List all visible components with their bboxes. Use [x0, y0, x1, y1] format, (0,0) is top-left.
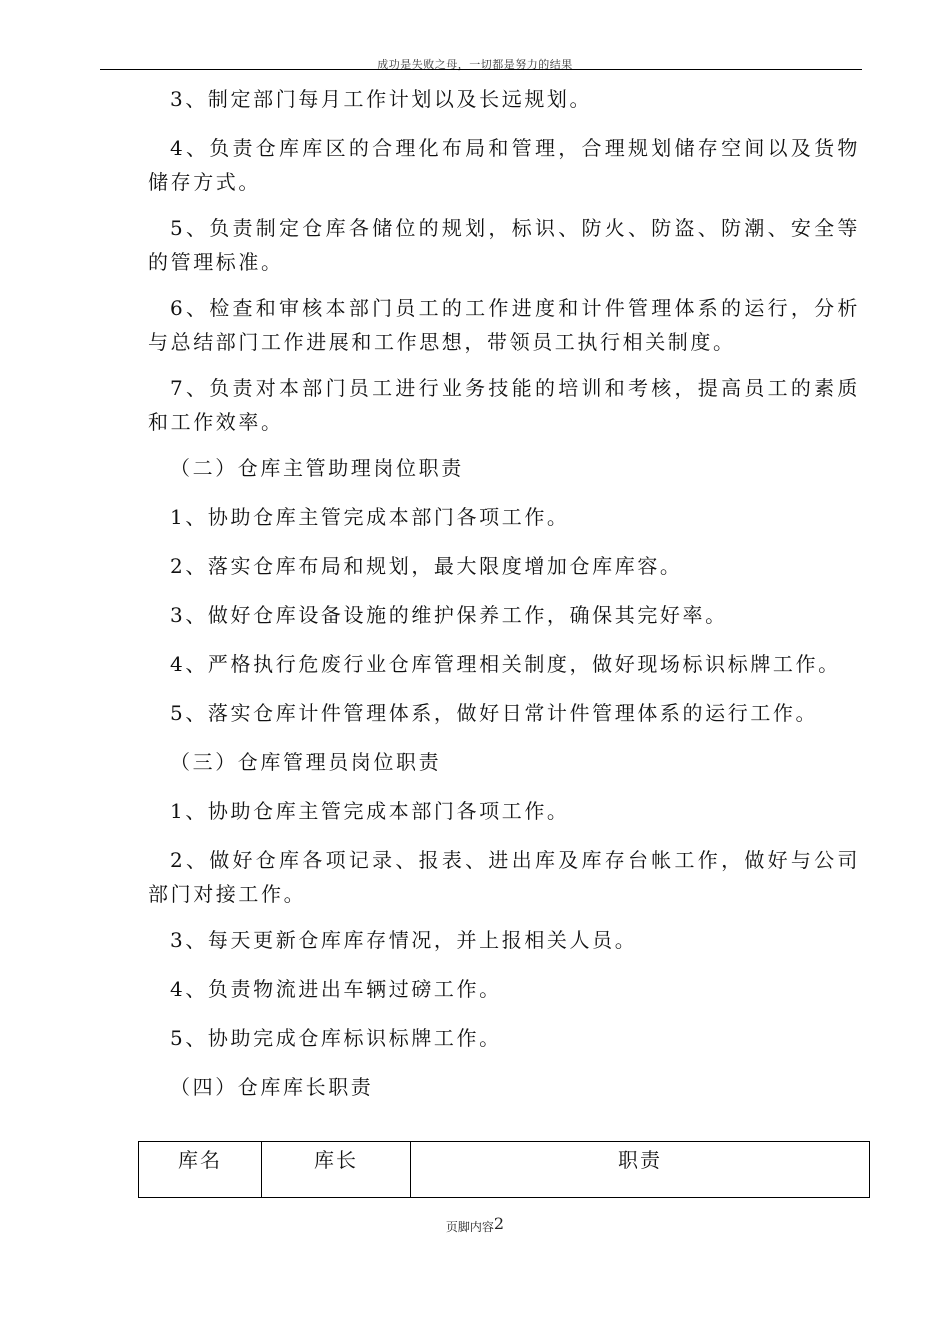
table-header-cell: 库长 — [262, 1142, 411, 1198]
section-heading: （三）仓库管理员岗位职责 — [170, 750, 442, 774]
list-item: 5、落实仓库计件管理体系，做好日常计件管理体系的运行工作。 — [170, 701, 819, 725]
list-item: 4、严格执行危废行业仓库管理相关制度，做好现场标识标牌工作。 — [170, 652, 841, 676]
list-item: 2、落实仓库布局和规划，最大限度增加仓库库容。 — [170, 554, 683, 578]
list-item: 1、协助仓库主管完成本部门各项工作。 — [170, 505, 570, 529]
paragraph: 6、检查和审核本部门员工的工作进度和计件管理体系的运行，分析与总结部门工作进展和工作思想，带领员工执行相关制度。 — [148, 296, 860, 354]
footer-label: 页脚内容 — [445, 1220, 494, 1234]
list-item: 5、协助完成仓库标识标牌工作。 — [170, 1026, 502, 1050]
list-item: 3、做好仓库设备设施的维护保养工作，确保其完好率。 — [170, 603, 728, 627]
list-item: 3、每天更新仓库库存情况，并上报相关人员。 — [170, 928, 638, 952]
section-heading: （二）仓库主管助理岗位职责 — [170, 456, 464, 480]
page-footer — [0, 1214, 950, 1235]
section-heading: （四）仓库库长职责 — [170, 1075, 374, 1099]
page-header: 成功是失败之母，一切都是努力的结果 — [377, 58, 573, 71]
table-header-cell: 库名 — [139, 1142, 262, 1198]
duty-table — [138, 1141, 870, 1198]
table-header-cell: 职责 — [411, 1142, 870, 1198]
document-body — [148, 82, 860, 1119]
paragraph: 3、制定部门每月工作计划以及长远规划。 — [170, 87, 593, 111]
list-item: 2、做好仓库各项记录、报表、进出库及库存台帐工作，做好与公司部门对接工作。 — [148, 848, 860, 906]
list-item: 1、协助仓库主管完成本部门各项工作。 — [170, 799, 570, 823]
paragraph: 4、负责仓库库区的合理化布局和管理，合理规划储存空间以及货物储存方式。 — [148, 136, 860, 194]
page-number: 2 — [493, 1214, 505, 1233]
paragraph: 5、负责制定仓库各储位的规划，标识、防火、防盗、防潮、安全等的管理标准。 — [148, 216, 860, 274]
header-rule — [100, 69, 862, 70]
paragraph: 7、负责对本部门员工进行业务技能的培训和考核，提高员工的素质和工作效率。 — [148, 376, 860, 434]
list-item: 4、负责物流进出车辆过磅工作。 — [170, 977, 502, 1001]
table-header-row — [139, 1142, 870, 1198]
